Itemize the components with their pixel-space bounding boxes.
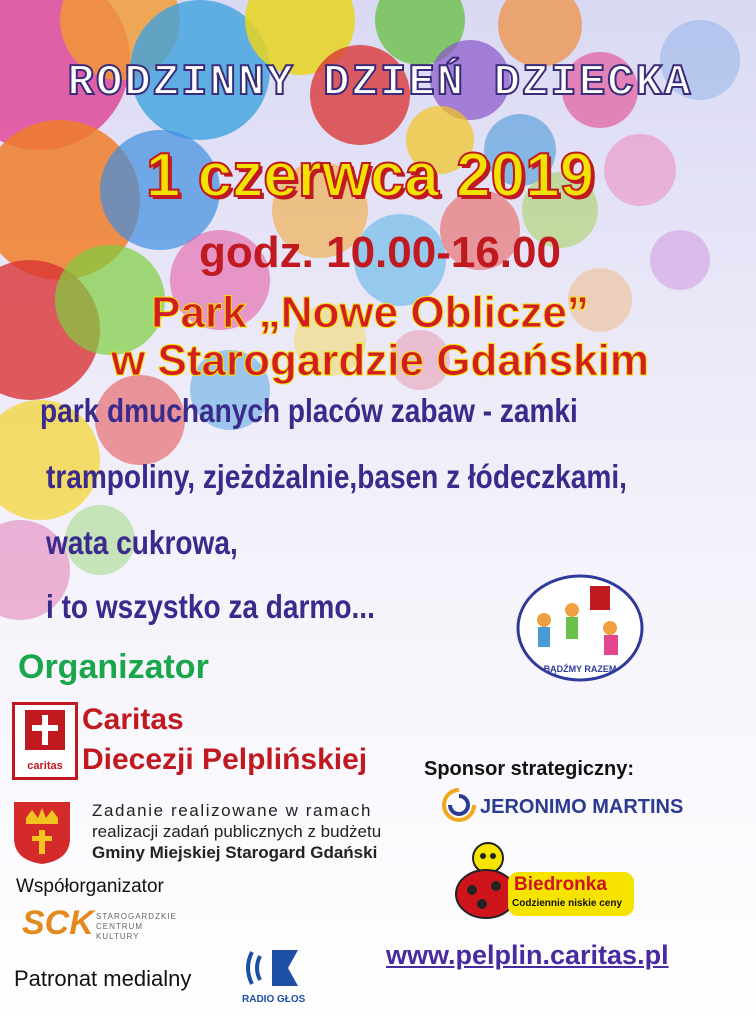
caritas-cross-icon xyxy=(15,705,75,755)
event-location-line1: Park „Nowe Oblicze” xyxy=(151,288,589,337)
coat-of-arms-icon xyxy=(12,800,72,866)
attraction-item: park dmuchanych placów zabaw - zamki xyxy=(40,392,578,429)
caritas-logo: caritas xyxy=(12,702,78,780)
media-patron-heading: Patronat medialny xyxy=(14,966,192,991)
sck-subtitle: STAROGARDZKIE CENTRUM KULTURY xyxy=(96,912,177,941)
radio-glos-logo-icon xyxy=(244,942,308,994)
event-date: 1 czerwca 2019 xyxy=(145,141,595,210)
badzmy-razem-badge xyxy=(514,572,646,684)
sck-logo: SCK xyxy=(22,904,94,942)
website-link[interactable]: www.pelplin.caritas.pl xyxy=(386,940,669,970)
biedronka-slogan: Codziennie niskie ceny xyxy=(512,898,623,909)
caritas-name: Caritas Diecezji Pelplińskiej xyxy=(82,703,368,776)
biedronka-name: Biedronka xyxy=(514,874,607,895)
event-title: RODZINNY DZIEŃ DZIECKA xyxy=(67,58,693,108)
event-hours: godz. 10.00-16.00 xyxy=(199,228,561,277)
co-organizer-heading: Współorganizator xyxy=(16,876,164,897)
attraction-item: wata cukrowa, xyxy=(46,524,238,561)
attraction-item: i to wszystko za darmo... xyxy=(46,588,375,625)
jeronimo-martins-icon xyxy=(440,786,478,824)
svg-text:BĄDŹMY RAZEM: BĄDŹMY RAZEM xyxy=(543,664,617,674)
jeronimo-martins-logo: JERONIMO MARTINS xyxy=(480,796,684,818)
attraction-item: trampoliny, zjeżdżalnie,basen z łódeczkami, xyxy=(46,458,627,495)
sponsor-heading: Sponsor strategiczny: xyxy=(424,758,635,780)
task-description: Zadanie realizowane w ramach realizacji zadań publicznych z budżetu Gminy Miejskiej Starogard Gdański xyxy=(92,801,382,862)
radio-glos-label: RADIO GŁOS xyxy=(242,994,306,1005)
organizer-heading: Organizator xyxy=(18,648,209,686)
event-location-line2: w Starogardzie Gdańskim xyxy=(111,336,649,385)
